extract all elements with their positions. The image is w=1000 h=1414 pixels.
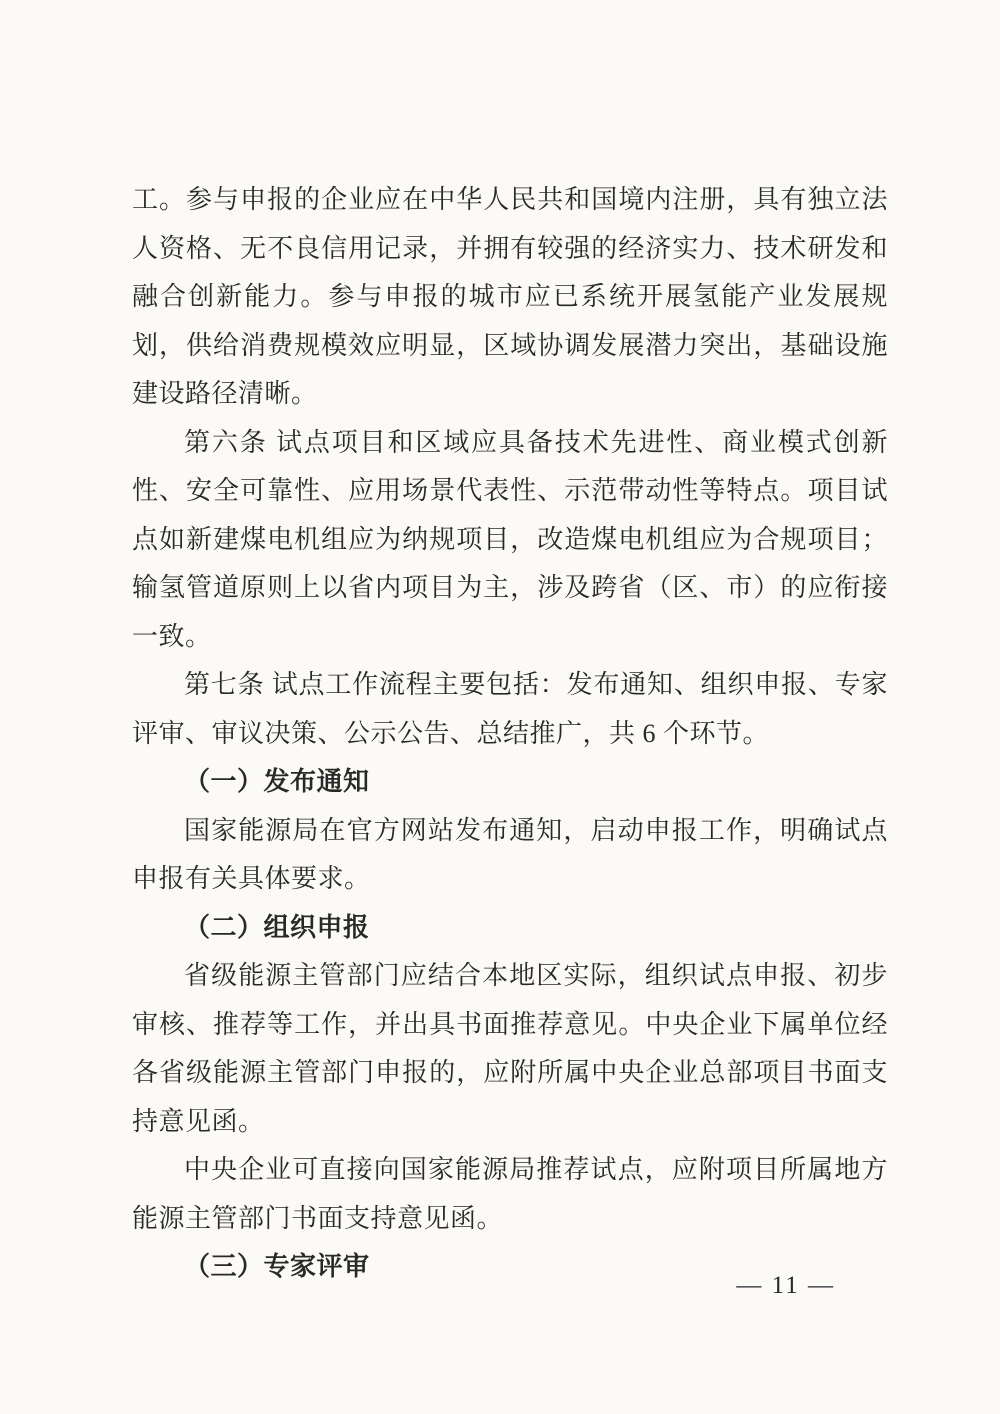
- subsection-heading-2-organize-application: （二）组织申报: [184, 912, 370, 942]
- subsection-heading-1-release-notice: （一）发布通知: [184, 767, 370, 796]
- paragraph-continuation: 工。参与申报的企业应在中华人民共和国境内注册，具有独立法人资格、无不良信用记录，并拥有较强的经济实力、技术研发和融合创新能力。参与申报的城市应已系统开展氢能产业发展规划，供给消费规模效应明显，区域协调发展潜力突出，基础设施建设路径清晰。: [132, 185, 888, 408]
- paragraph-organize-application-body-1: 省级能源主管部门应结合本地区实际，组织试点申报、初步审核、推荐等工作，并出具书面推荐意见。中央企业下属单位经各省级能源主管部门申报的，应附所属中央企业总部项目书面支持意见函。: [132, 961, 888, 1136]
- paragraph-article-7: 第七条 试点工作流程主要包括：发布通知、组织申报、专家评审、审议决策、公示公告、总结推广，共 6 个环节。: [132, 670, 888, 748]
- paragraph-article-6: 第六条 试点项目和区域应具备技术先进性、商业模式创新性、安全可靠性、应用场景代表性、示范带动性等特点。项目试点如新建煤电机组应为纳规项目，改造煤电机组应为合规项目；输氢管道原则上以省内项目为主，涉及跨省（区、市）的应衔接一致。: [132, 427, 888, 651]
- paragraph-release-notice-body: 国家能源局在官方网站发布通知，启动申报工作，明确试点申报有关具体要求。: [132, 815, 888, 893]
- subsection-heading-3-expert-review: （三）专家评审: [184, 1252, 370, 1281]
- page-number: — 11 —: [736, 1272, 835, 1299]
- document-text-block: [132, 176, 888, 1292]
- paragraph-organize-application-body-2: 中央企业可直接向国家能源局推荐试点，应附项目所属地方能源主管部门书面支持意见函。: [132, 1155, 888, 1233]
